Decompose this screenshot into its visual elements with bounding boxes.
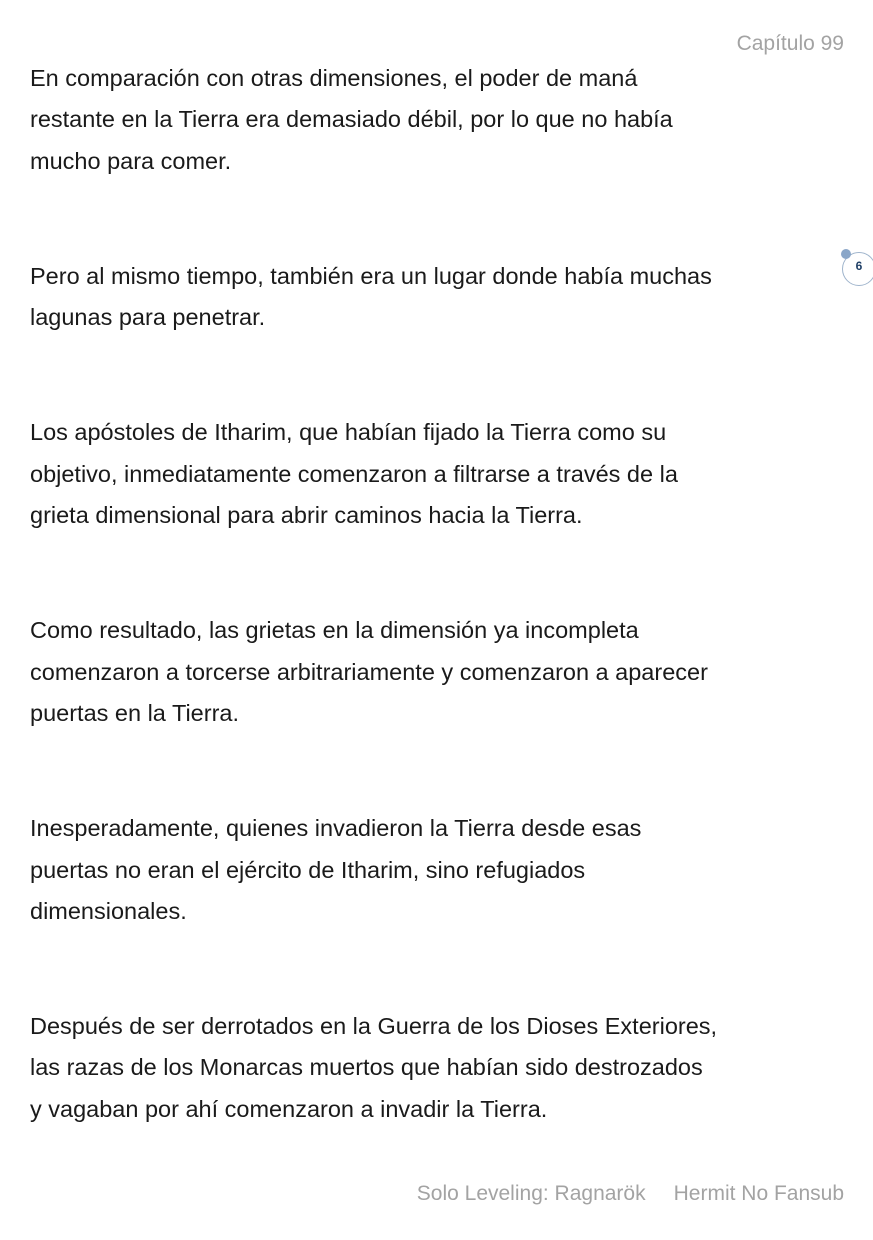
comment-count: 6 [855, 259, 863, 273]
paragraph-line: restante en la Tierra era demasiado débil, por lo que no había [30, 106, 673, 133]
footer [389, 1182, 844, 1206]
paragraph [30, 58, 860, 182]
paragraph-line: lagunas para penetrar. [30, 304, 266, 331]
paragraph-line: objetivo, inmediatamente comenzaron a filtrarse a través de la [30, 460, 678, 487]
paragraph-line: grieta dimensional para abrir caminos hacia la Tierra. [30, 502, 583, 529]
paragraph-line: En comparación con otras dimensiones, el poder de maná [30, 65, 638, 91]
group-name: Hermit No Fansub [673, 1182, 844, 1205]
paragraph-line: Pero al mismo tiempo, también era un lugar donde había muchas [30, 262, 712, 289]
paragraph-line: puertas en la Tierra. [30, 699, 239, 726]
paragraph-line: dimensionales. [30, 897, 187, 924]
paragraph-line: Inesperadamente, quienes invadieron la Tierra desde esas [30, 815, 642, 842]
badge-dot-icon [841, 249, 851, 259]
paragraph [30, 610, 860, 734]
paragraph-line: mucho para comer. [30, 147, 232, 174]
paragraph-line: Como resultado, las grietas en la dimensión ya incompleta [30, 617, 639, 644]
chapter-text [30, 58, 860, 1204]
paragraph-line: las razas de los Monarcas muertos que habían sido destrozados [30, 1054, 703, 1081]
paragraph [30, 1006, 860, 1130]
paragraph-line: y vagaban por ahí comenzaron a invadir la Tierra. [30, 1095, 548, 1122]
chapter-label: Capítulo 99 [736, 32, 844, 55]
series-title: Solo Leveling: Ragnarök [416, 1182, 646, 1205]
paragraph-line: Después de ser derrotados en la Guerra de los Dioses Exteriores, [30, 1013, 718, 1040]
paragraph [30, 256, 860, 339]
paragraph [30, 808, 860, 932]
paragraph-line: comenzaron a torcerse arbitrariamente y comenzaron a aparecer [30, 658, 708, 685]
comment-count-badge[interactable] [842, 252, 873, 286]
paragraph-line: Los apóstoles de Itharim, que habían fijado la Tierra como su [30, 419, 667, 446]
paragraph [30, 412, 860, 536]
paragraph-line: puertas no eran el ejército de Itharim, sino refugiados [30, 856, 586, 883]
